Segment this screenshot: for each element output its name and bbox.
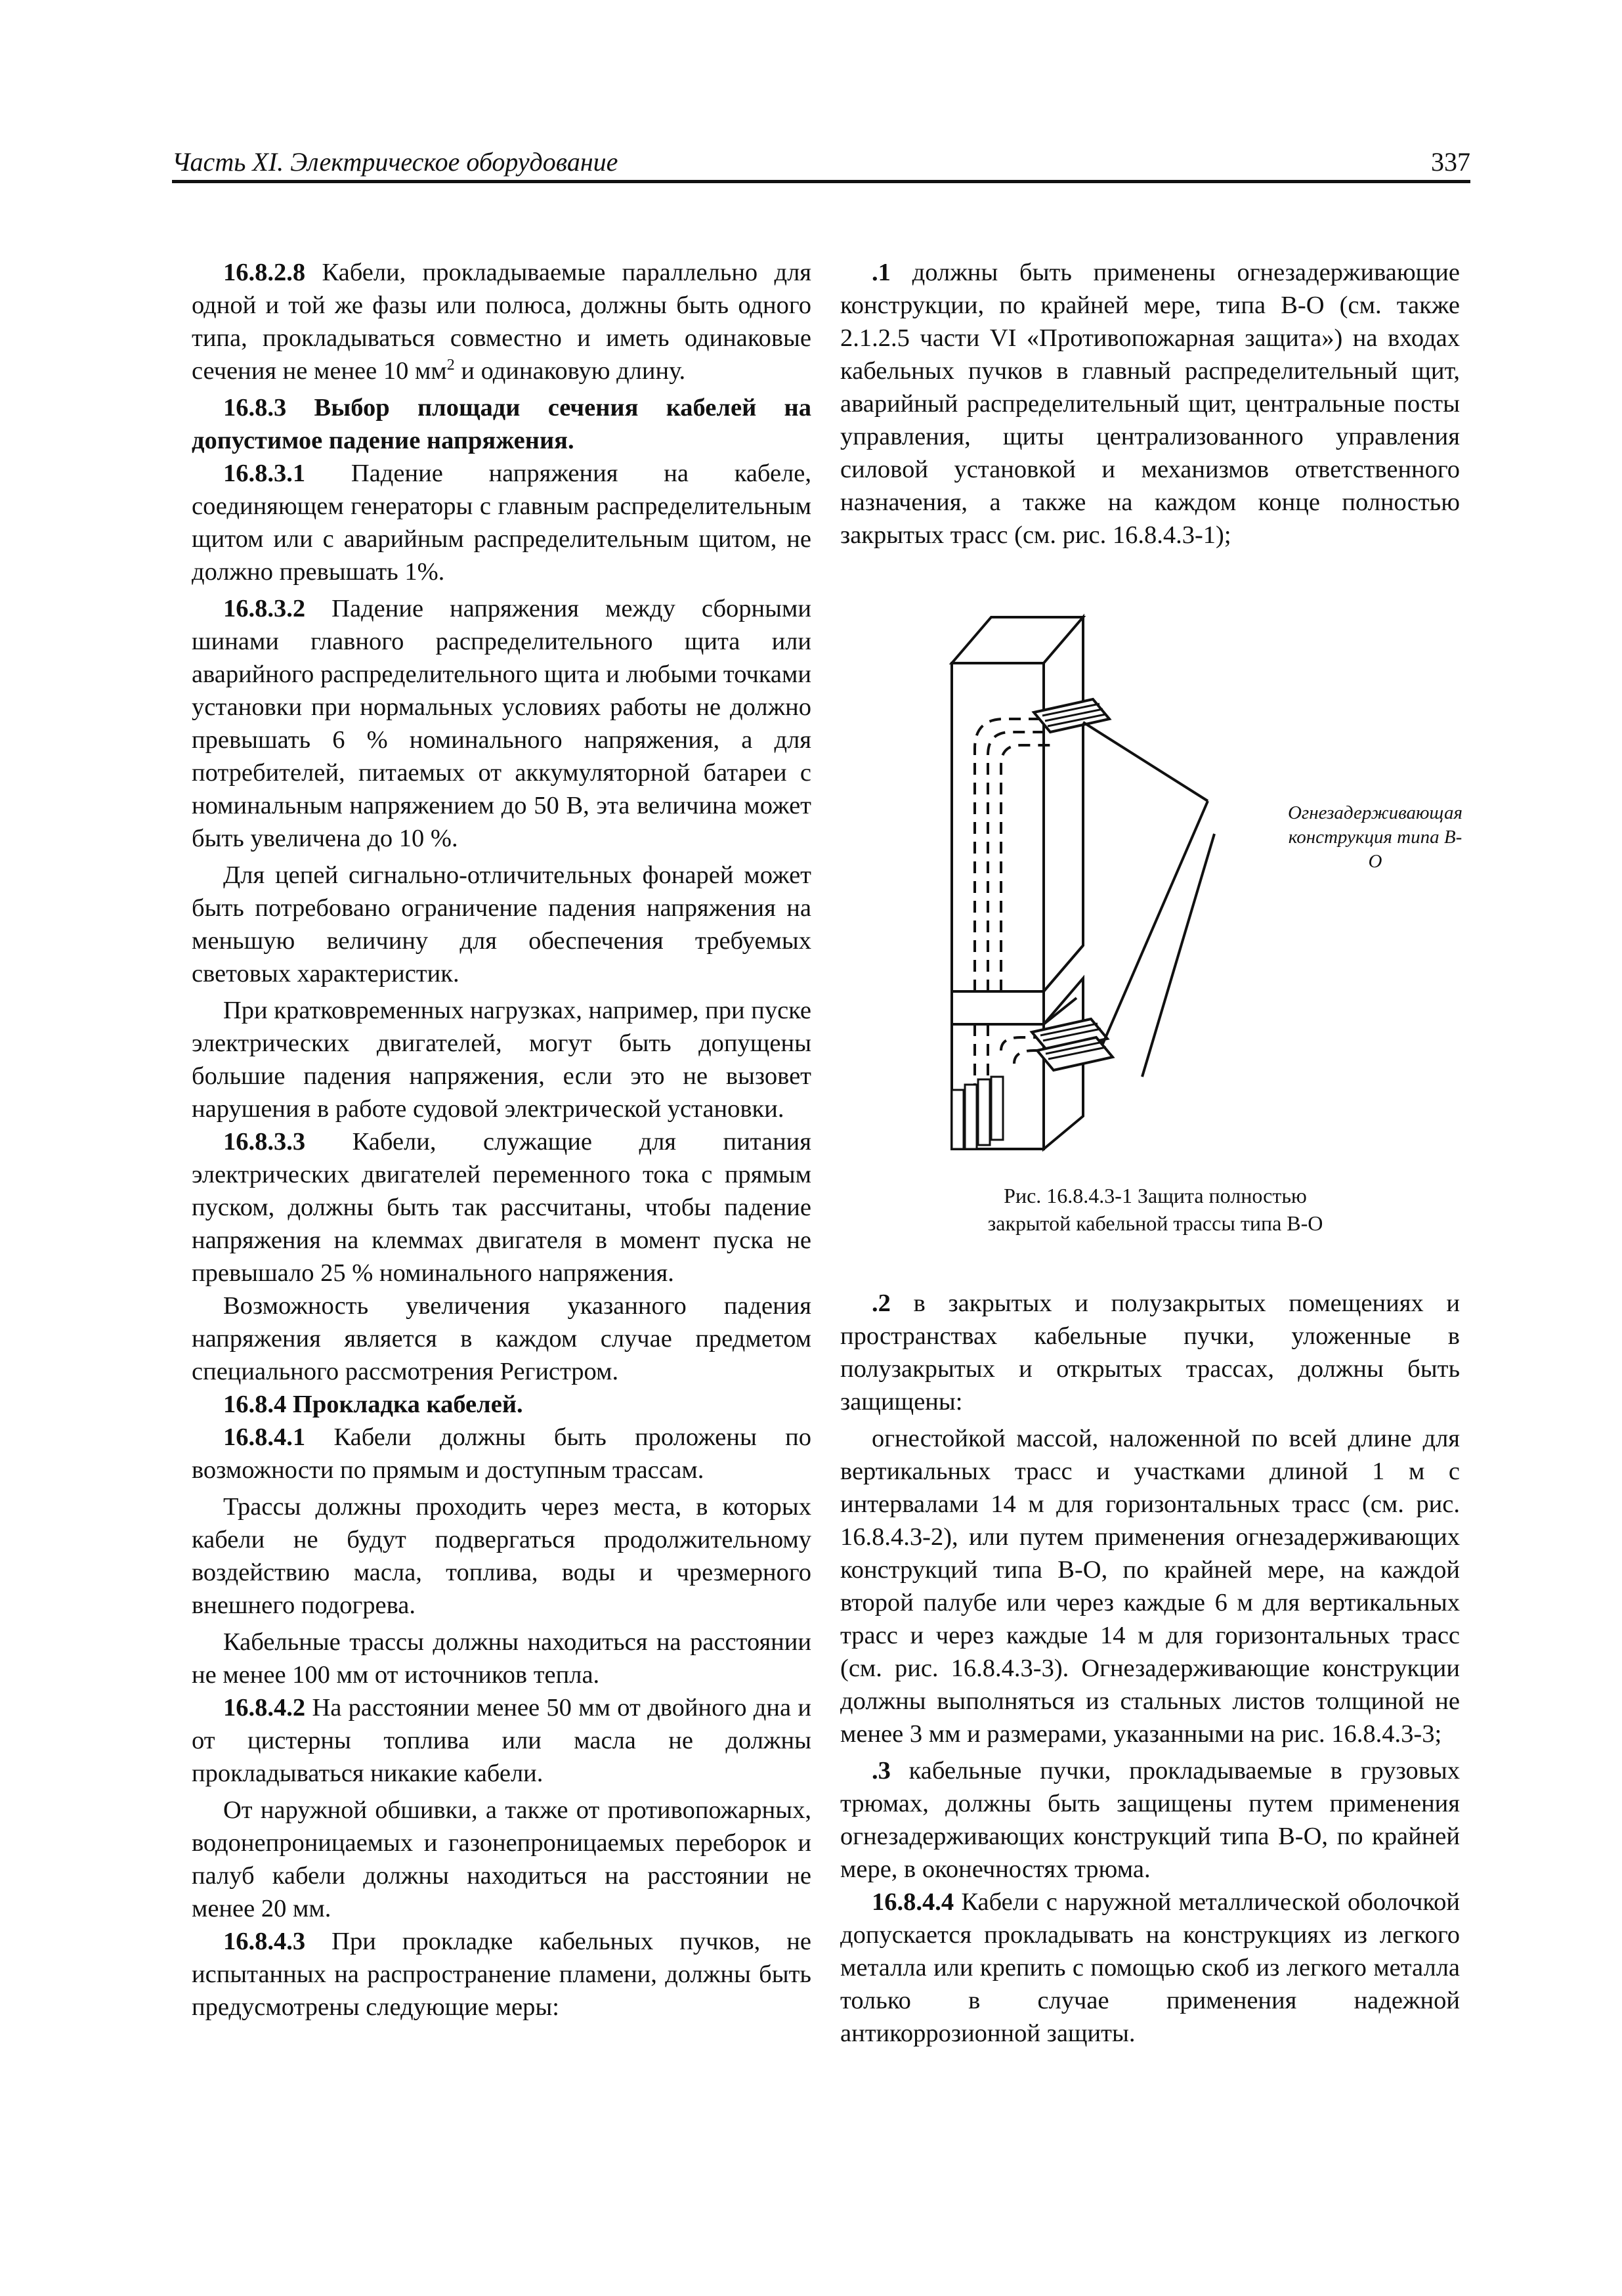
item-2-details: огнестойкой массой, наложенной по всей длине для вертикальных трасс и участками длиной 1 м с интервалами 14 м для горизонтальных трасс (см. рис. 16.8.4.3-2), или путем применения огнезадерживающих конструкций типа В-О, по крайней мере, на каждой второй палубе или через каждые 6 м для вертикальных трасс и через каждые 14 м для горизонтальных трасс (см. рис. 16.8.4.3-3). Огнезадерживающие конструкции должны выполняться из стальных листов толщиной не менее 3 мм и размерами, указанными на рис. 16.8.4.3-3; — [840, 1425, 1460, 1748]
figure-16-8-4-3-1 — [840, 591, 1463, 1287]
running-header — [172, 146, 1470, 183]
paragraph-16-8-4-4: 16.8.4.4 Кабели с наружной металлической оболочкой допускается прокладывать на конструкциях из легкого металла или крепить с помощью скоб из легкого металла только в случае применения надежной антикоррозионной защиты. — [840, 1888, 1460, 2047]
page-number: 337 — [1431, 147, 1470, 177]
item-2: .2 в закрытых и полузакрытых помещениях и пространствах кабельные пучки, уложенные в полузакрытых и открытых трассах, должны быть защищены: — [840, 1289, 1460, 1416]
clause-number: 16.8.3.1 — [223, 460, 306, 487]
item-number: .3 — [872, 1757, 891, 1785]
item-number: .1 — [872, 259, 891, 286]
clause-number: 16.8.3.2 — [223, 595, 306, 622]
paragraph-16-8-4-2: 16.8.4.2 На расстоянии менее 50 мм от двойного дна и от цистерны топлива или масла не должны прокладываться никакие кабели. — [192, 1694, 811, 1787]
paragraph-16-8-3-2: 16.8.3.2 Падение напряжения между сборными шинами главного распределительного щита или аварийного распределительного щита и любыми точками установки при нормальных условиях работы не должно превышать 6 % номинального напряжения, а для потребителей, питаемых от аккумуляторной батареи с номинальным напряжением до 50 В, эта величина может быть увеличена до 10 %. — [192, 595, 811, 852]
clause-number: 16.8.3.3 — [223, 1128, 306, 1156]
figure-caption: Рис. 16.8.4.3-1 Защита полностью закрытой кабельной трассы типа В-О — [987, 1184, 1323, 1235]
header-title: Часть XI. Электрическое оборудование — [172, 147, 618, 177]
clause-number: 16.8.2.8 — [223, 259, 306, 286]
left-column — [192, 256, 811, 2024]
section-heading-16-8-3: 16.8.3 Выбор площади сечения кабелей на допустимое падение напряжения. — [192, 394, 811, 454]
section-heading-16-8-4: 16.8.4 Прокладка кабелей. — [223, 1391, 523, 1418]
paragraph-shell-distance: От наружной обшивки, а также от противопожарных, водонепроницаемых и газонепроницаемых переборок и палуб кабели должны находиться на расстоянии не менее 20 мм. — [192, 1796, 811, 1922]
item-1: .1 должны быть применены огнезадерживающие конструкции, по крайней мере, типа В-О (см. также 2.1.2.5 части VI «Противопожарная защита») на входах кабельных пучков в главный распределительный щит, аварийный распределительный щит, центральные посты управления, щиты централизованного управления силовой установкой и механизмов ответственного назначения, а также на каждом конце полностью закрытых трасс (см. рис. 16.8.4.3-1); — [840, 259, 1460, 549]
paragraph-16-8-4-3: 16.8.4.3 При прокладке кабельных пучков, не испытанных на распространение пламени, должны быть предусмотрены следующие меры: — [192, 1928, 811, 2021]
paragraph-heat-distance: Кабельные трассы должны находиться на расстоянии не менее 100 мм от источников тепла. — [192, 1628, 811, 1689]
paragraph-16-8-3-3: 16.8.3.3 Кабели, служащие для питания электрических двигателей переменного тока с прямым пуском, должны быть так рассчитаны, чтобы падение напряжения на клеммах двигателя в момент пуска не превышало 25 % номинального напряжения. — [192, 1128, 811, 1287]
paragraph-signal-lights: Для цепей сигнально-отличительных фонарей может быть потребовано ограничение падения напряжения на меньшую величину для обеспечения требуемых световых характеристик. — [192, 861, 811, 987]
cable-trunk-drawing — [840, 591, 1460, 1182]
clause-number: 16.8.4.3 — [223, 1928, 306, 1955]
item-number: .2 — [872, 1289, 891, 1317]
paragraph-16-8-4-1: 16.8.4.1 Кабели должны быть проложены по возможности по прямым и доступным трассам. — [192, 1423, 811, 1484]
figure-label: Огнезадерживающая конструкция типа В-О — [1287, 802, 1463, 872]
paragraph-routes: Трассы должны проходить через места, в которых кабели не будут подвергаться продолжительному воздействию масла, топлива, воды и чрезмерного внешнего подогрева. — [192, 1493, 811, 1619]
clause-number: 16.8.4.2 — [223, 1694, 306, 1722]
paragraph-short-loads: При кратковременных нагрузках, например, при пуске электрических двигателей, могут быть допущены большие падения напряжения, если это не вызовет нарушения в работе судовой электрической установки. — [192, 997, 811, 1123]
clause-number: 16.8.4.4 — [872, 1888, 954, 1916]
clause-number: 16.8.4.1 — [223, 1423, 306, 1451]
right-column — [840, 256, 1463, 2050]
paragraph-register: Возможность увеличения указанного падения напряжения является в каждом случае предметом специального рассмотрения Регистром. — [192, 1292, 811, 1385]
paragraph-16-8-3-1: 16.8.3.1 Падение напряжения на кабеле, соединяющем генераторы с главным распределительным щитом или с аварийным распределительным щитом, не должно превышать 1%. — [192, 460, 811, 586]
paragraph-16-8-2-8: 16.8.2.8 Кабели, прокладываемые параллельно для одной и той же фазы или полюса, должны быть одного типа, прокладываться совместно и иметь одинаковые сечения не менее 10 $мм^2$ и одинаковую длину. — [192, 259, 811, 385]
item-3: .3 кабельные пучки, прокладываемые в грузовых трюмах, должны быть защищены путем применения огнезадерживающих конструкций типа В-О, по крайней мере, в оконечностях трюма. — [840, 1757, 1460, 1883]
